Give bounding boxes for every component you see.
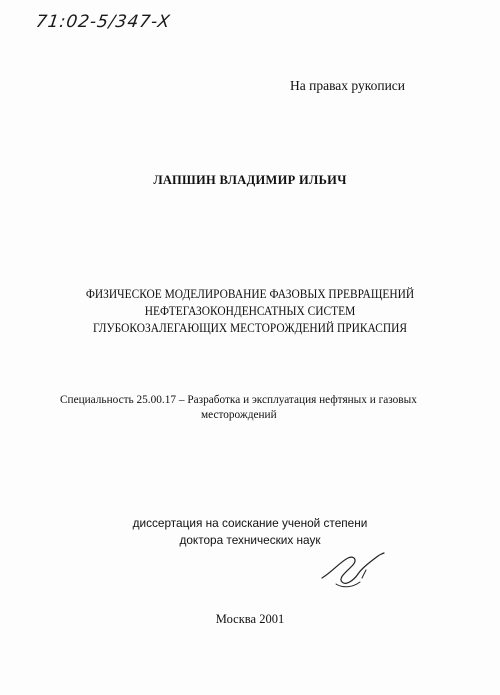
archive-code: 71:02-5/347-X (34, 12, 172, 32)
title-line: ФИЗИЧЕСКОЕ МОДЕЛИРОВАНИЕ ФАЗОВЫХ ПРЕВРАЩЕНИЙ (85, 287, 415, 301)
specialty-line: Специальность 25.00.17 – Разработка и эксплуатация нефтяных и газовых (60, 394, 417, 406)
title-line: НЕФТЕГАЗОКОНДЕНСАТНЫХ СИСТЕМ (144, 304, 356, 318)
title-line: ГЛУБОКОЗАЛЕГАЮЩИХ МЕСТОРОЖДЕНИЙ ПРИКАСПИЯ (93, 321, 407, 335)
rights-note: На правах рукописи (290, 78, 406, 93)
city-year: Москва 2001 (215, 612, 285, 626)
specialty (60, 393, 440, 423)
specialty-line: месторождений (201, 409, 277, 421)
degree-line: доктора технических наук (179, 533, 321, 547)
degree-line: диссертация на соискание ученой степени (132, 516, 368, 530)
dissertation-title (55, 286, 446, 337)
signature (318, 548, 386, 592)
degree-statement (0, 515, 500, 549)
author-name: ЛАПШИН ВЛАДИМИР ИЛЬИЧ (153, 173, 347, 187)
